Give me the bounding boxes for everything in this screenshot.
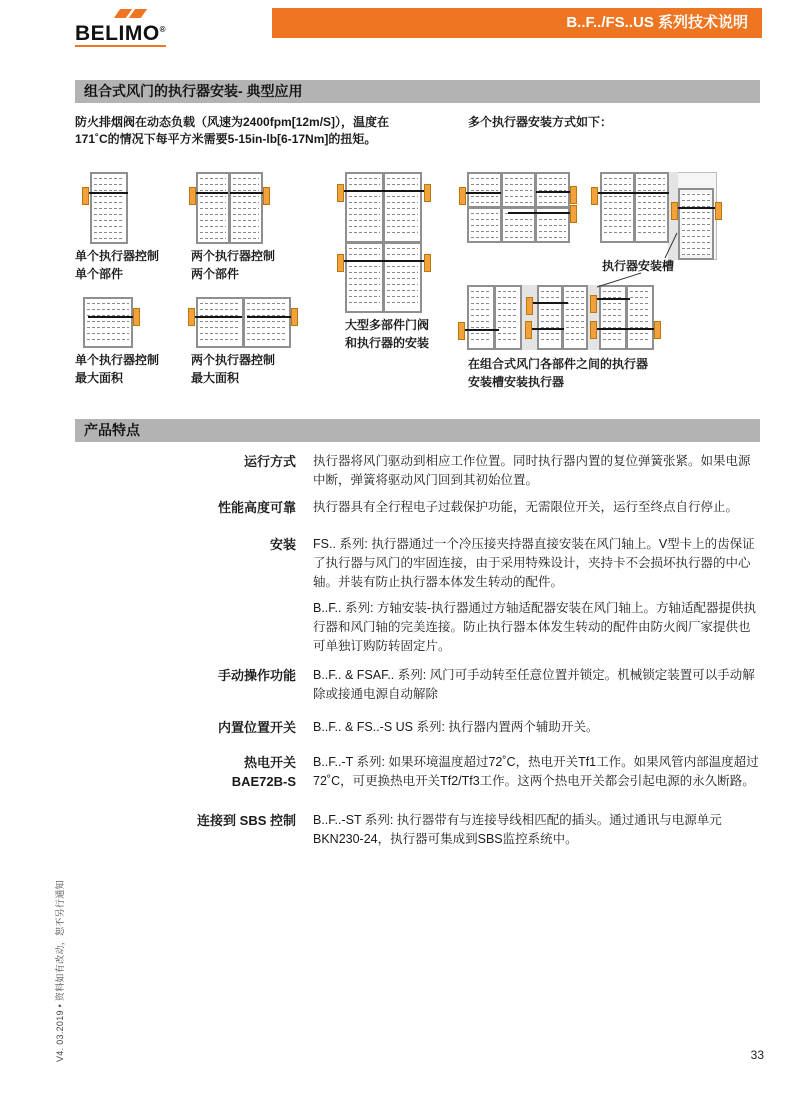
feature-term: 运行方式: [243, 454, 296, 469]
feature-description: B..F.. & FSAF.. 系列: 风门可手动转至任意位置并锁定。机械锁定装置可以手动解除或接通电源自动解除: [313, 668, 755, 701]
feature-row: [75, 811, 760, 849]
feature-row: [75, 452, 760, 490]
document-title: B..F../FS..US 系列技术说明: [566, 14, 748, 31]
section-header-mounting: 组合式风门的执行器安装- 典型应用: [75, 80, 760, 103]
feature-row: [75, 753, 760, 791]
feature-row: [75, 535, 760, 656]
feature-description: FS.. 系列: 执行器通过一个冷压接夹持器直接安装在风门轴上。V型卡上的齿保证了执行器与风门的牢固连接，由于采用特殊设计，夹持卡不会损坏执行器的中心轴。并装有防止执行器本体发生转动的配件。 B..F.. 系列: 方轴安装-执行器通过方轴适配器安装在风门轴上。方轴适配器提供执行器和风门轴的完美连接。防止执行器本体发生转动的配件由防火阀厂家提供也可单独订购防转固定片。: [313, 537, 757, 653]
page-number: 33: [750, 1048, 764, 1062]
feature-description: B..F.. & FS..-S US 系列: 执行器内置两个辅助开关。: [313, 720, 599, 734]
registered-mark: ®: [159, 25, 167, 34]
feature-term: 内置位置开关: [217, 720, 296, 735]
intro-line-1: 防火排烟阀在动态负载（风速为2400fpm[12m/S]），温度在: [75, 115, 390, 129]
version-side-note: V4. 03.2019 • 资料如有改动，恕不另行通知: [55, 880, 65, 1062]
belimo-logo-wordmark: BELIMO®: [75, 19, 166, 47]
diagram-label-single-maxarea: 单个执行器控制 最大面积: [75, 353, 160, 385]
intro-text-right: 多个执行器安装方式如下：: [468, 115, 613, 129]
feature-row: [75, 498, 760, 517]
feature-description: 执行器将风门驱动到相应工作位置。同时执行器内置的复位弹簧张紧。如果电源中断，弹簧将驱动风门回到其初始位置。: [313, 454, 751, 487]
feature-term: 性能高度可靠: [217, 500, 296, 515]
feature-description: B..F..-ST 系列: 执行器带有与连接导线相匹配的插头。通过通讯与电源单元BKN230-24，执行器可集成到SBS监控系统中。: [313, 813, 722, 846]
feature-row: [75, 718, 760, 737]
features-list: [75, 452, 760, 849]
feature-term: 连接到 SBS 控制: [197, 813, 296, 828]
diagram-label-two-maxarea: 两个执行器控制 最大面积: [191, 353, 276, 385]
section-header-features: 产品特点: [75, 419, 760, 442]
feature-description: 执行器具有全行程电子过载保护功能，无需限位开关，运行至终点自行停止。: [313, 500, 739, 514]
feature-term: 热电开关 BAE72B-S: [231, 755, 296, 789]
slot-callout-label: 执行器安装槽: [602, 259, 675, 273]
diagram-label-single-single: 单个执行器控制 单个部件: [75, 249, 160, 281]
intro-line-2: 171˚C的情况下每平方米需要5-15in-lb[6-17Nm]的扭矩。: [75, 132, 377, 146]
feature-row: [75, 666, 760, 704]
diagram-label-mounting-slot: 在组合式风门各部件之间的执行器 安装槽安装执行器: [468, 357, 649, 389]
feature-term: 安装: [269, 537, 296, 552]
diagram-label-large-multisection: 大型多部件门阀 和执行器的安装: [345, 318, 430, 350]
diagram-label-two-two: 两个执行器控制 两个部件: [191, 249, 276, 281]
feature-description: B..F..-T 系列: 如果环境温度超过72˚C，热电开关Tf1工作。如果风管内部温度超过72˚C，可更换热电开关Tf2/Tf3工作。这两个热电开关都会引起电源的永久断路。: [313, 755, 759, 788]
feature-term: 手动操作功能: [217, 668, 296, 683]
